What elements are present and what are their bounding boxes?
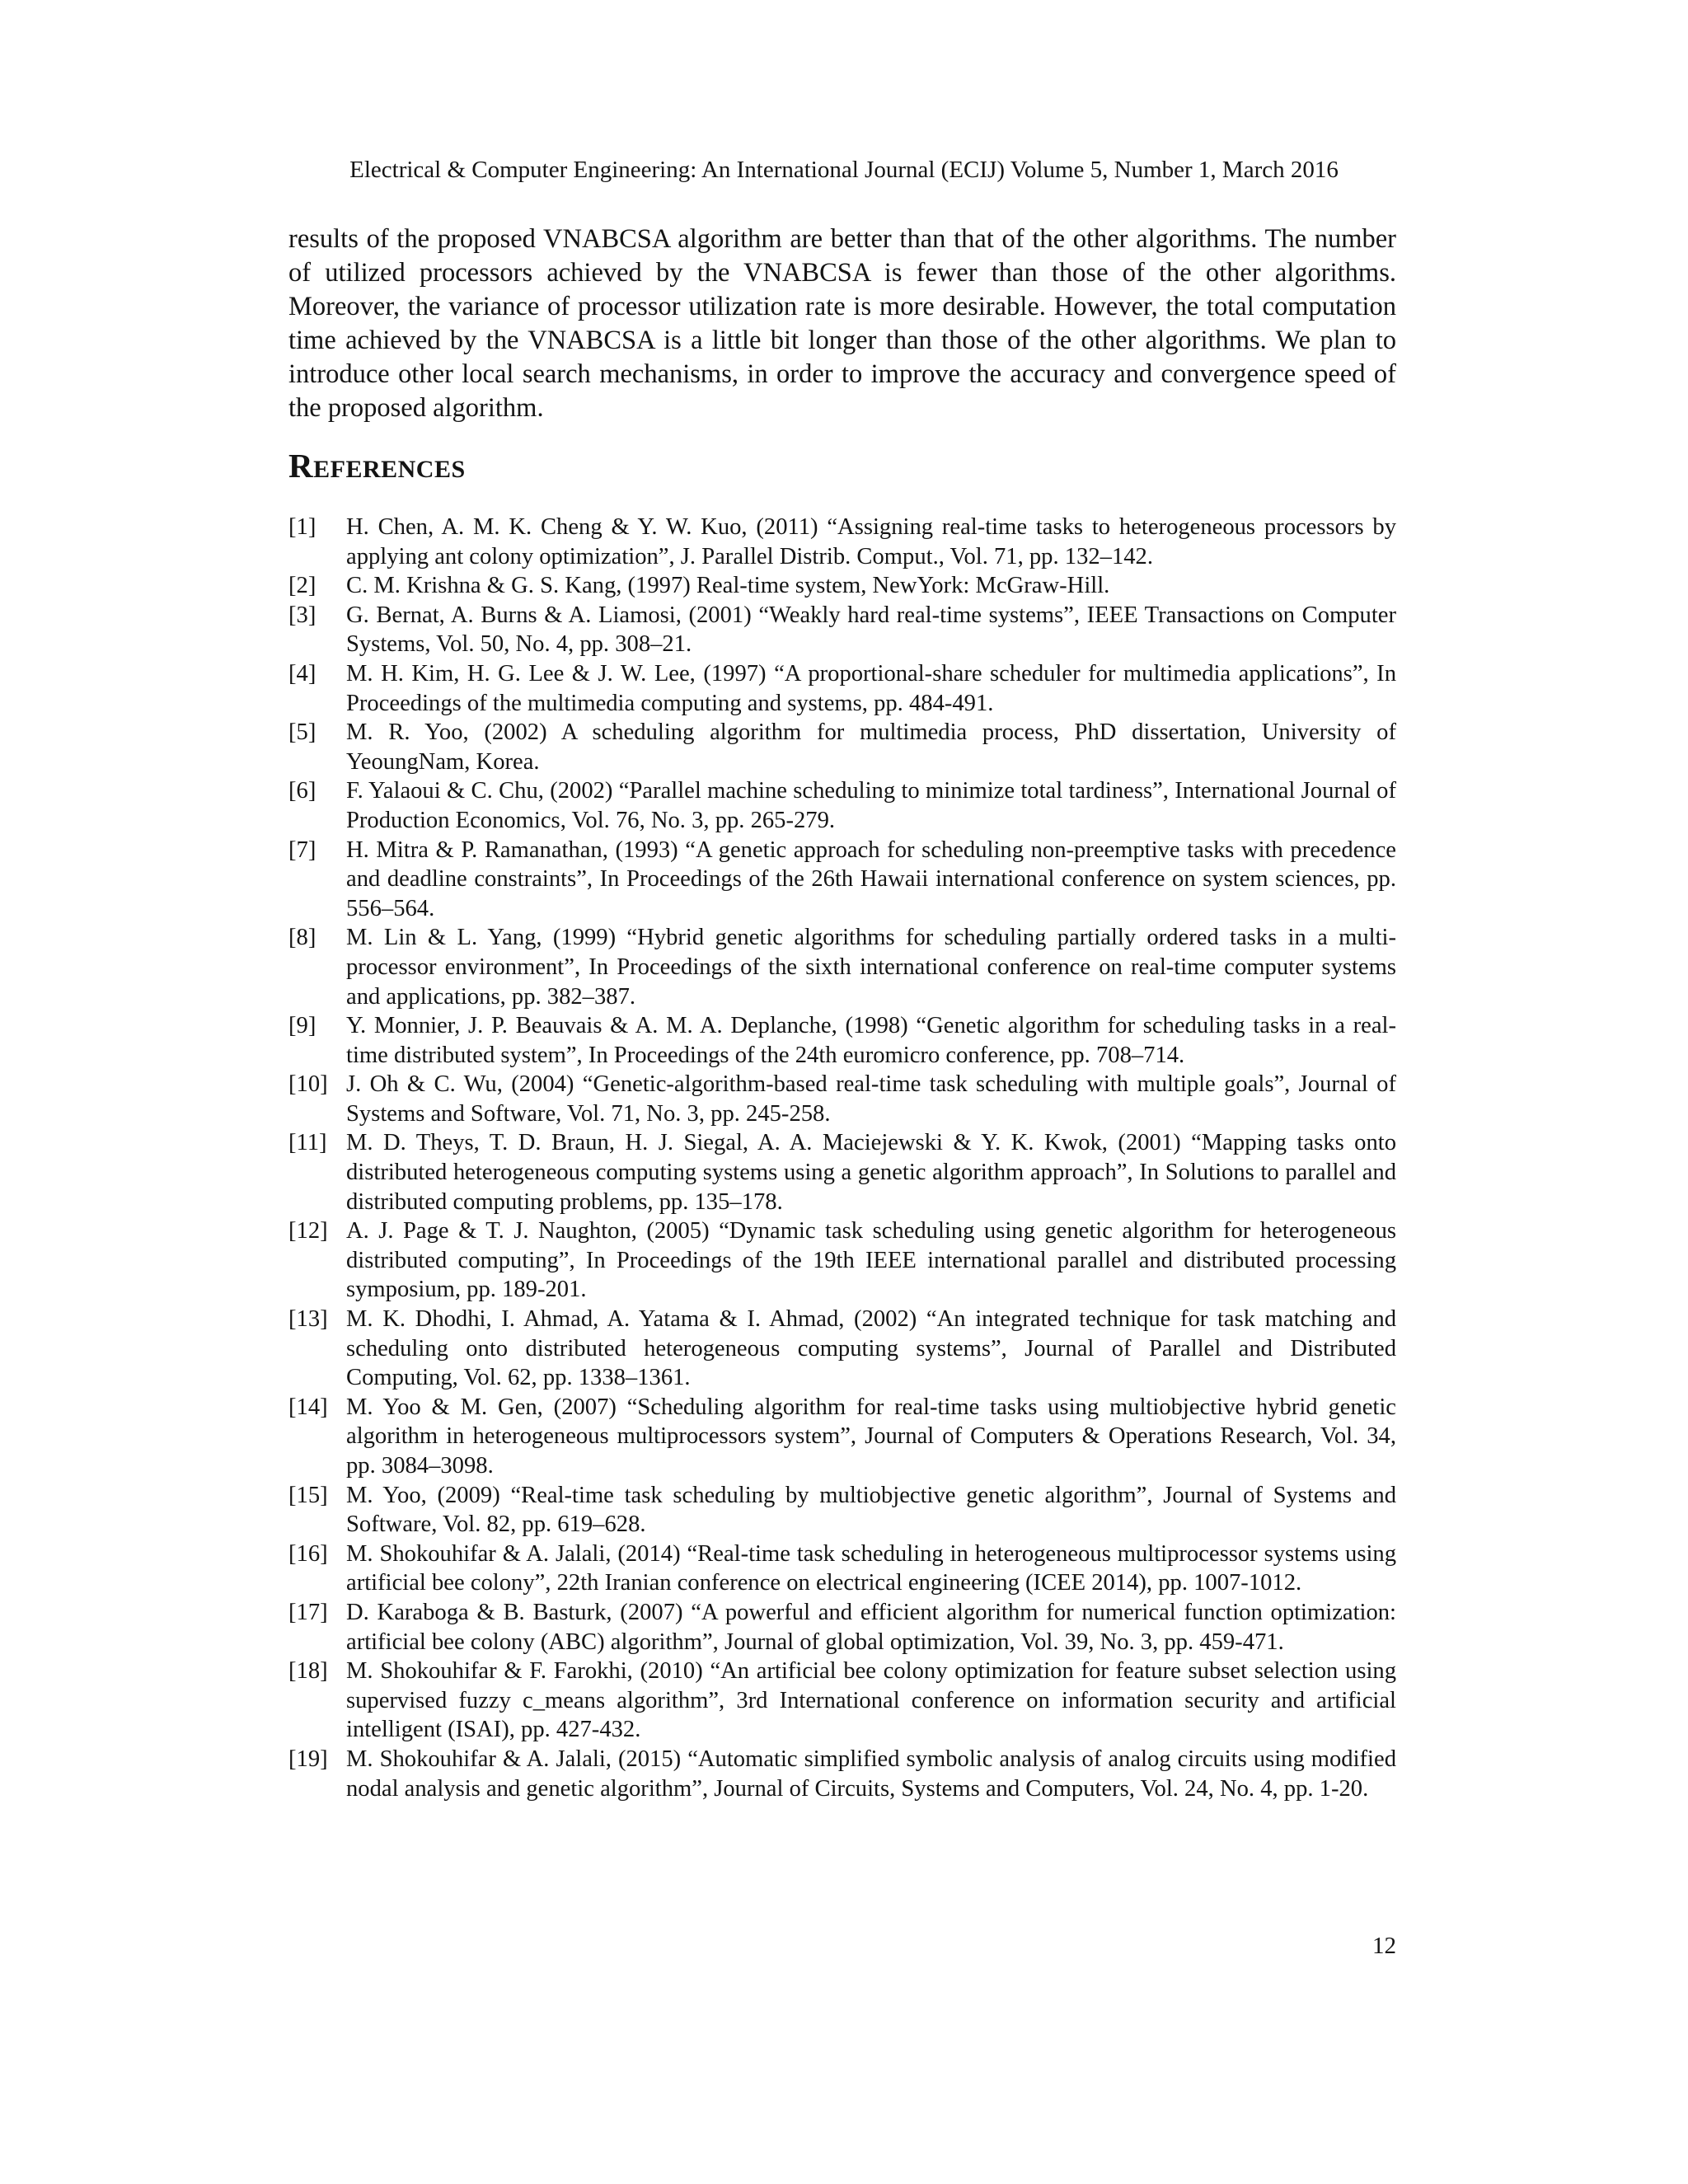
reference-text: M. K. Dhodhi, I. Ahmad, A. Yatama & I. Ahmad, (2002) “An integrated technique for task matching and scheduling onto distributed heterogeneous computing systems”, Journal of Parallel and Distributed Computing, Vol. 62, pp. 1338–1361. (346, 1306, 1396, 1391)
reference-item (288, 1393, 1396, 1481)
reference-item (288, 1070, 1396, 1128)
reference-text: M. Yoo, (2009) “Real-time task scheduling by multiobjective genetic algorithm”, Journal of Systems and Software, Vol. 82, pp. 619–628. (346, 1482, 1396, 1538)
reference-item (288, 1011, 1396, 1070)
reference-text: F. Yalaoui & C. Chu, (2002) “Parallel machine scheduling to minimize total tardiness”, International Journal of Production Economics, Vol. 76, No. 3, pp. 265-279. (346, 778, 1396, 833)
reference-item (288, 1216, 1396, 1305)
reference-item (288, 571, 1396, 601)
reference-text: M. Yoo & M. Gen, (2007) “Scheduling algorithm for real-time tasks using multiobjective hybrid genetic algorithm in heterogeneous multiprocessors system”, Journal of Computers & Operations Research, Vol. 34, pp. 3084–3098. (346, 1394, 1396, 1479)
reference-number: [16] (288, 1540, 328, 1567)
reference-item (288, 1598, 1396, 1657)
reference-item (288, 1481, 1396, 1540)
reference-number: [13] (288, 1306, 328, 1333)
reference-text: M. Shokouhifar & A. Jalali, (2015) “Automatic simplified symbolic analysis of analog circuits using modified nodal analysis and genetic algorithm”, Journal of Circuits, Systems and Computers, Vol. 24, No. 4, pp. 1-20. (346, 1746, 1396, 1802)
reference-number: [7] (288, 837, 316, 863)
running-header: Electrical & Computer Engineering: An International Journal (ECIJ) Volume 5, Number 1, March 2016 (349, 157, 1339, 183)
reference-item (288, 659, 1396, 718)
reference-text: A. J. Page & T. J. Naughton, (2005) “Dynamic task scheduling using genetic algorithm for heterogeneous distributed computing”, In Proceedings of the 19th IEEE international parallel and distributed processing symposium, pp. 189-201. (346, 1218, 1396, 1303)
reference-number: [12] (288, 1218, 328, 1244)
reference-text: J. Oh & C. Wu, (2004) “Genetic-algorithm-based real-time task scheduling with multiple goals”, Journal of Systems and Software, Vol. 71, No. 3, pp. 245-258. (346, 1071, 1396, 1127)
reference-text: Y. Monnier, J. P. Beauvais & A. M. A. Deplanche, (1998) “Genetic algorithm for scheduling tasks in a real-time distributed system”, In Proceedings of the 24th euromicro conference, pp. 708–714. (346, 1013, 1396, 1068)
reference-item (288, 776, 1396, 835)
reference-text: M. H. Kim, H. G. Lee & J. W. Lee, (1997) “A proportional-share scheduler for multimedia applications”, In Proceedings of the multimedia computing and systems, pp. 484-491. (346, 660, 1396, 716)
reference-item (288, 601, 1396, 659)
reference-list (288, 513, 1396, 1803)
reference-text: M. Shokouhifar & A. Jalali, (2014) “Real-time task scheduling in heterogeneous multiprocessor systems using artificial bee colony”, 22th Iranian conference on electrical engineering (ICEE 2014), pp. 1007-1012. (346, 1540, 1396, 1596)
page-number: 12 (1372, 1933, 1396, 1959)
references-heading-rest: EFERENCES (313, 456, 466, 483)
reference-number: [8] (288, 925, 316, 951)
reference-number: [3] (288, 602, 316, 628)
reference-item (288, 718, 1396, 776)
reference-text: G. Bernat, A. Burns & A. Liamosi, (2001) “Weakly hard real-time systems”, IEEE Transactions on Computer Systems, Vol. 50, No. 4, pp. 308–21. (346, 602, 1396, 658)
reference-number: [19] (288, 1746, 328, 1772)
reference-number: [9] (288, 1013, 316, 1039)
reference-item (288, 1745, 1396, 1803)
reference-number: [14] (288, 1394, 328, 1420)
reference-item (288, 1540, 1396, 1598)
reference-text: M. Shokouhifar & F. Farokhi, (2010) “An artificial bee colony optimization for feature subset selection using supervised fuzzy c_means algorithm”, 3rd International conference on information security and artificial intelligent (ISAI), pp. 427-432. (346, 1658, 1396, 1743)
reference-text: H. Mitra & P. Ramanathan, (1993) “A genetic approach for scheduling non-preemptive tasks with precedence and deadline constraints”, In Proceedings of the 26th Hawaii international conference on system sciences, pp. 556–564. (346, 837, 1396, 921)
reference-item (288, 923, 1396, 1011)
references-heading (288, 448, 466, 488)
reference-item (288, 836, 1396, 924)
reference-number: [6] (288, 778, 316, 804)
reference-number: [15] (288, 1482, 328, 1508)
reference-text: M. R. Yoo, (2002) A scheduling algorithm for multimedia process, PhD dissertation, University of YeoungNam, Korea. (346, 719, 1396, 775)
reference-number: [1] (288, 514, 316, 540)
reference-text: M. Lin & L. Yang, (1999) “Hybrid genetic algorithms for scheduling partially ordered tasks in a multi-processor environment”, In Proceedings of the sixth international conference on real-time computer systems and applications, pp. 382–387. (346, 925, 1396, 1010)
reference-item (288, 513, 1396, 571)
reference-item (288, 1128, 1396, 1216)
reference-text: H. Chen, A. M. K. Cheng & Y. W. Kuo, (2011) “Assigning real-time tasks to heterogeneous processors by applying ant colony optimization”, J. Parallel Distrib. Comput., Vol. 71, pp. 132–142. (346, 514, 1396, 569)
reference-number: [17] (288, 1599, 328, 1625)
reference-text: M. D. Theys, T. D. Braun, H. J. Siegal, A. A. Maciejewski & Y. K. Kwok, (2001) “Mapping tasks onto distributed heterogeneous computing systems using a genetic algorithm approach”, In Solutions to parallel and distributed computing problems, pp. 135–178. (346, 1130, 1396, 1215)
reference-number: [11] (288, 1130, 327, 1156)
reference-number: [10] (288, 1071, 328, 1098)
reference-number: [2] (288, 573, 316, 599)
conclusion-paragraph: results of the proposed VNABCSA algorithm are better than that of the other algorithms. The number of utilized processors achieved by the VNABCSA is fewer than those of the other algorithms. Moreover, the variance of processor utilization rate is more desirable. However, the total computation time achieved by the VNABCSA is a little bit longer than those of the other algorithms. We plan to introduce other local search mechanisms, in order to improve the accuracy and convergence speed of the proposed algorithm. (288, 224, 1396, 423)
reference-number: [18] (288, 1658, 328, 1685)
reference-item (288, 1657, 1396, 1745)
references-heading-initial: R (288, 447, 314, 485)
reference-text: D. Karaboga & B. Basturk, (2007) “A powerful and efficient algorithm for numerical function optimization: artificial bee colony (ABC) algorithm”, Journal of global optimization, Vol. 39, No. 3, pp. 459-471. (346, 1599, 1396, 1655)
reference-number: [5] (288, 719, 316, 746)
reference-number: [4] (288, 660, 316, 687)
reference-text: C. M. Krishna & G. S. Kang, (1997) Real-time system, NewYork: McGraw-Hill. (346, 573, 1110, 599)
reference-item (288, 1305, 1396, 1393)
